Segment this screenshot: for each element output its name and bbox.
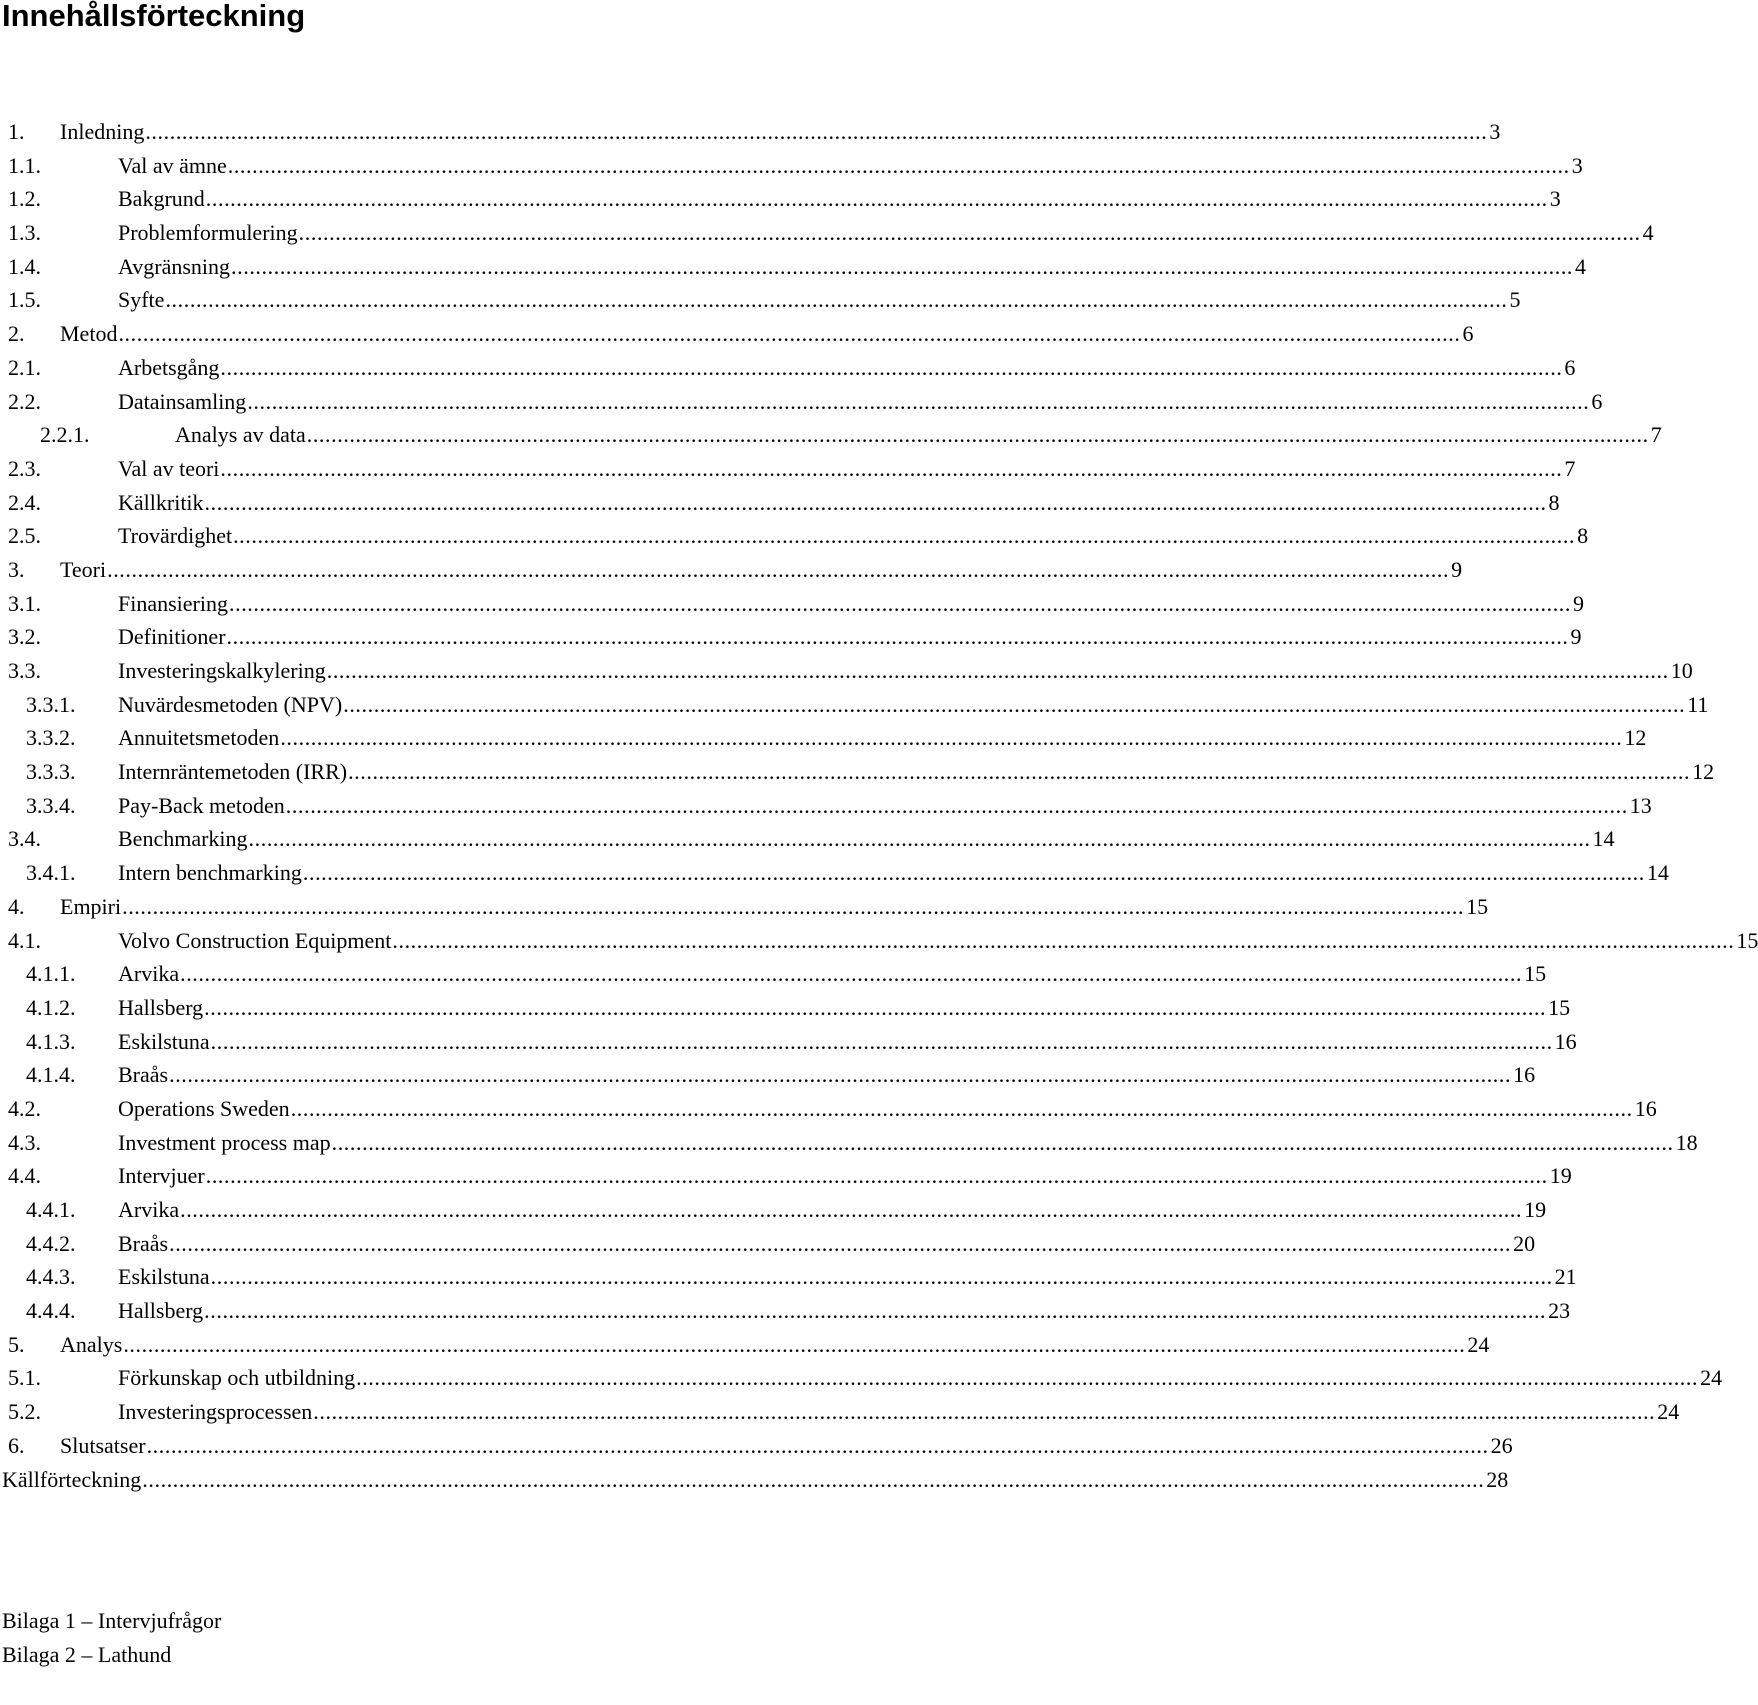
toc-entry[interactable] — [0, 115, 1501, 149]
toc-entry-title: Investment process map — [118, 1126, 331, 1160]
toc-dot-leader: ............................................................................................................................................................................................................................ — [229, 590, 1571, 616]
toc-entry[interactable] — [0, 418, 1662, 452]
toc-entry-number: 3. — [8, 556, 25, 582]
toc-entry-title: Finansiering — [118, 587, 228, 621]
toc-entry[interactable] — [0, 620, 1582, 654]
toc-dot-leader: ............................................................................................................................................................................................................................ — [165, 287, 1508, 313]
toc-entry-page: 16 — [1511, 1058, 1535, 1092]
toc-entry-page: 24 — [1698, 1361, 1722, 1395]
toc-entry[interactable] — [0, 1463, 1509, 1497]
toc-dot-leader: ............................................................................................................................................................................................................................ — [285, 792, 1628, 818]
toc-entry-number: 5.2. — [8, 1399, 41, 1425]
toc-entry-number: 4.1.3. — [26, 1028, 76, 1054]
toc-entry[interactable] — [0, 1025, 1577, 1059]
toc-dot-leader: ............................................................................................................................................................................................................................ — [302, 860, 1645, 886]
toc-entry[interactable] — [0, 149, 1583, 183]
toc-dot-leader: ............................................................................................................................................................................................................................ — [326, 658, 1669, 683]
toc-entry-title: Eskilstuna — [118, 1025, 210, 1059]
toc-entry-number: 4.1.4. — [26, 1062, 76, 1088]
toc-entry-page: 3 — [1570, 149, 1583, 183]
toc-entry-title: Investeringsprocessen — [118, 1395, 312, 1429]
toc-entry-title: Arbetsgång — [118, 351, 219, 385]
toc-dot-leader: ............................................................................................................................................................................................................................ — [146, 1432, 1489, 1458]
toc-entry-page: 10 — [1669, 654, 1693, 688]
toc-entry-title: Källförteckning — [2, 1463, 141, 1497]
toc-entry-number: 4. — [8, 893, 25, 919]
toc-dot-leader: ............................................................................................................................................................................................................................ — [313, 1399, 1656, 1425]
toc-entry-page: 12 — [1622, 721, 1646, 755]
toc-entry-number: 5.1. — [8, 1365, 41, 1391]
toc-entry-number: 6. — [8, 1432, 25, 1458]
toc-entry[interactable] — [0, 755, 1715, 789]
toc-entry[interactable] — [0, 1058, 1536, 1092]
toc-entry-title: Eskilstuna — [118, 1260, 210, 1294]
toc-entry-page: 3 — [1487, 115, 1500, 149]
toc-entry-page: 24 — [1655, 1395, 1679, 1429]
toc-entry-page: 26 — [1489, 1429, 1513, 1463]
toc-entry[interactable] — [0, 216, 1654, 250]
toc-entry-title: Avgränsning — [118, 250, 230, 284]
toc-entry[interactable] — [0, 856, 1669, 890]
toc-entry-page: 7 — [1649, 418, 1662, 452]
toc-entry-page: 28 — [1484, 1463, 1508, 1497]
toc-entry-number: 4.2. — [8, 1095, 41, 1121]
toc-entry-number: 1.5. — [8, 287, 41, 313]
toc-entry-number: 4.4. — [8, 1163, 41, 1189]
toc-entry-title: Bakgrund — [118, 182, 205, 216]
toc-entry-page: 20 — [1511, 1227, 1535, 1261]
toc-entry-number: 3.3. — [8, 658, 41, 683]
toc-entry-title: Datainsamling — [118, 385, 246, 419]
toc-dot-leader: ............................................................................................................................................................................................................................ — [356, 1365, 1699, 1391]
toc-entry-title: Empiri — [60, 890, 121, 924]
toc-entry-title: Källkritik — [118, 486, 204, 520]
appendix-list — [0, 1604, 221, 1671]
toc-dot-leader: ............................................................................................................................................................................................................................ — [210, 1028, 1553, 1054]
toc-entry-title: Val av teori — [118, 452, 219, 486]
toc-entry-title: Nuvärdesmetoden (NPV) — [118, 688, 342, 722]
toc-entry-number: 4.4.1. — [26, 1197, 76, 1222]
toc-entry-number: 1.4. — [8, 253, 41, 279]
toc-entry[interactable] — [0, 1361, 1723, 1395]
toc-entry-page: 6 — [1562, 351, 1575, 385]
toc-dot-leader: ............................................................................................................................................................................................................................ — [205, 186, 1548, 212]
toc-entry-number: 4.1.1. — [26, 961, 76, 987]
toc-entry[interactable] — [0, 1328, 1490, 1362]
toc-entry-title: Analys av data — [175, 418, 306, 452]
toc-entry-number: 3.3.4. — [26, 792, 76, 818]
toc-dot-leader: ............................................................................................................................................................................................................................ — [331, 1129, 1674, 1155]
toc-dot-leader: ............................................................................................................................................................................................................................ — [118, 321, 1461, 347]
toc-entry-page: 13 — [1628, 789, 1652, 823]
toc-dot-leader: ............................................................................................................................................................................................................................ — [220, 455, 1563, 481]
toc-entry-number: 2.1. — [8, 354, 41, 380]
toc-entry-number: 1.2. — [8, 186, 41, 212]
toc-entry-title: Arvika — [118, 1193, 179, 1227]
toc-entry-page: 9 — [1449, 553, 1462, 587]
toc-entry-title: Syfte — [118, 283, 164, 317]
toc-dot-leader: ............................................................................................................................................................................................................................ — [107, 556, 1450, 582]
toc-entry[interactable] — [0, 890, 1489, 924]
toc-entry[interactable] — [0, 283, 1521, 317]
toc-entry[interactable] — [0, 1159, 1572, 1193]
toc-entry[interactable] — [0, 385, 1603, 419]
toc-entry-page: 19 — [1548, 1159, 1572, 1193]
toc-entry-number: 4.4.2. — [26, 1230, 76, 1256]
toc-entry-page: 4 — [1573, 250, 1586, 284]
toc-dot-leader: ............................................................................................................................................................................................................................ — [204, 1298, 1547, 1324]
toc-entry[interactable] — [0, 789, 1652, 823]
toc-dot-leader: ............................................................................................................................................................................................................................ — [248, 826, 1591, 852]
toc-entry-number: 1.3. — [8, 220, 41, 246]
toc-entry-page: 14 — [1645, 856, 1669, 890]
toc-entry-page: 5 — [1507, 283, 1520, 317]
toc-entry-title: Inledning — [60, 115, 144, 149]
toc-entry[interactable] — [0, 452, 1576, 486]
toc-entry-title: Definitioner — [118, 620, 226, 654]
toc-entry-title: Benchmarking — [118, 822, 248, 856]
toc-entry-number: 1.1. — [8, 152, 41, 178]
toc-entry-title: Annuitetsmetoden — [118, 721, 279, 755]
toc-entry-page: 16 — [1553, 1025, 1577, 1059]
toc-entry-number: 3.2. — [8, 624, 41, 650]
toc-entry-page: 9 — [1569, 620, 1582, 654]
toc-entry[interactable] — [0, 317, 1474, 351]
toc-entry-page: 11 — [1685, 688, 1708, 722]
toc-entry-title: Pay-Back metoden — [118, 789, 285, 823]
toc-entry-title: Slutsatser — [60, 1429, 146, 1463]
toc-entry-page: 15 — [1546, 991, 1570, 1025]
toc-entry-page: 18 — [1674, 1126, 1698, 1160]
toc-entry-page: 19 — [1522, 1193, 1546, 1227]
toc-entry[interactable] — [0, 1260, 1577, 1294]
toc-entry[interactable] — [0, 587, 1584, 621]
toc-dot-leader: ............................................................................................................................................................................................................................ — [343, 691, 1686, 717]
toc-dot-leader: ............................................................................................................................................................................................................................ — [233, 523, 1576, 549]
toc-entry[interactable] — [0, 182, 1561, 216]
table-of-contents — [0, 115, 1758, 1496]
appendix-item: Bilaga 2 – Lathund — [2, 1641, 172, 1667]
toc-dot-leader: ............................................................................................................................................................................................................................ — [123, 1331, 1466, 1357]
toc-entry-number: 4.4.4. — [26, 1298, 76, 1324]
toc-entry[interactable] — [0, 1193, 1547, 1227]
toc-entry-page: 12 — [1690, 755, 1714, 789]
page-title: Innehållsförteckning — [2, 0, 306, 33]
toc-entry-page: 3 — [1548, 182, 1561, 216]
toc-entry-title: Investeringskalkylering — [118, 654, 326, 688]
toc-entry[interactable] — [0, 1429, 1513, 1463]
toc-entry-page: 24 — [1465, 1328, 1489, 1362]
toc-entry-page: 8 — [1547, 486, 1560, 520]
toc-entry-number: 3.3.1. — [26, 691, 76, 717]
toc-dot-leader: ............................................................................................................................................................................................................................ — [204, 994, 1547, 1020]
toc-entry-number: 4.1. — [8, 927, 41, 953]
toc-entry[interactable] — [0, 351, 1576, 385]
toc-entry-number: 3.1. — [8, 590, 41, 616]
toc-entry-title: Internräntemetoden (IRR) — [118, 755, 347, 789]
toc-entry-title: Hallsberg — [118, 991, 203, 1025]
toc-entry[interactable] — [0, 924, 1758, 958]
toc-entry[interactable] — [0, 721, 1647, 755]
toc-entry-page: 15 — [1464, 890, 1488, 924]
toc-entry[interactable] — [0, 1395, 1680, 1429]
toc-dot-leader: ............................................................................................................................................................................................................................ — [298, 220, 1641, 246]
toc-entry-title: Trovärdighet — [118, 519, 232, 553]
toc-dot-leader: ............................................................................................................................................................................................................................ — [392, 927, 1735, 953]
toc-entry-title: Hallsberg — [118, 1294, 203, 1328]
toc-dot-leader: ............................................................................................................................................................................................................................ — [205, 1163, 1548, 1189]
toc-entry[interactable] — [0, 1092, 1657, 1126]
toc-entry-title: Braås — [118, 1227, 168, 1261]
toc-dot-leader: ............................................................................................................................................................................................................................ — [145, 119, 1488, 144]
toc-dot-leader: ............................................................................................................................................................................................................................ — [348, 759, 1691, 785]
toc-entry-title: Volvo Construction Equipment — [118, 924, 391, 958]
toc-entry-page: 9 — [1571, 587, 1584, 621]
toc-entry-page: 6 — [1460, 317, 1473, 351]
toc-entry-page: 7 — [1562, 452, 1575, 486]
toc-entry-page: 15 — [1734, 924, 1758, 958]
toc-entry-title: Intervjuer — [118, 1159, 205, 1193]
toc-entry-page: 23 — [1546, 1294, 1570, 1328]
toc-entry[interactable] — [0, 486, 1560, 520]
toc-entry-page: 15 — [1522, 957, 1546, 991]
toc-entry-number: 5. — [8, 1331, 25, 1357]
toc-entry-page: 21 — [1553, 1260, 1577, 1294]
toc-entry-title: Braås — [118, 1058, 168, 1092]
toc-entry-number: 2.5. — [8, 523, 41, 549]
toc-entry-title: Metod — [60, 317, 117, 351]
toc-entry-title: Teori — [60, 553, 106, 587]
toc-entry-number: 2.3. — [8, 455, 41, 481]
toc-entry[interactable] — [0, 957, 1547, 991]
toc-entry-title: Intern benchmarking — [118, 856, 302, 890]
toc-entry-number: 3.4.1. — [26, 860, 76, 886]
toc-entry-page: 14 — [1591, 822, 1615, 856]
toc-dot-leader: ............................................................................................................................................................................................................................ — [290, 1095, 1633, 1121]
toc-dot-leader: ............................................................................................................................................................................................................................ — [169, 1062, 1512, 1088]
toc-dot-leader: ............................................................................................................................................................................................................................ — [306, 422, 1649, 448]
toc-dot-leader: ............................................................................................................................................................................................................................ — [180, 1197, 1523, 1222]
toc-entry-number: 2.4. — [8, 489, 41, 515]
toc-entry-page: 4 — [1641, 216, 1654, 250]
toc-dot-leader: ............................................................................................................................................................................................................................ — [180, 961, 1523, 987]
toc-entry-number: 2.2. — [8, 388, 41, 414]
toc-entry[interactable] — [0, 688, 1709, 722]
toc-entry-number: 2. — [8, 321, 25, 347]
toc-entry[interactable] — [0, 1227, 1536, 1261]
toc-entry-title: Val av ämne — [118, 149, 227, 183]
toc-entry-title: Analys — [60, 1328, 122, 1362]
toc-dot-leader: ............................................................................................................................................................................................................................ — [226, 624, 1569, 650]
appendix-item: Bilaga 1 – Intervjufrågor — [2, 1608, 222, 1633]
toc-dot-leader: ............................................................................................................................................................................................................................ — [247, 388, 1590, 414]
toc-entry-title: Arvika — [118, 957, 179, 991]
toc-dot-leader: ............................................................................................................................................................................................................................ — [169, 1230, 1512, 1256]
toc-entry-number: 3.3.3. — [26, 759, 76, 785]
toc-dot-leader: ............................................................................................................................................................................................................................ — [204, 489, 1547, 515]
toc-dot-leader: ............................................................................................................................................................................................................................ — [210, 1264, 1553, 1290]
toc-entry[interactable] — [0, 822, 1615, 856]
toc-entry-title: Operations Sweden — [118, 1092, 290, 1126]
toc-entry[interactable] — [0, 1126, 1698, 1160]
toc-entry-number: 1. — [8, 119, 25, 144]
toc-entry[interactable] — [0, 654, 1693, 688]
toc-entry-number: 2.2.1. — [40, 422, 90, 448]
toc-entry[interactable] — [0, 1294, 1571, 1328]
toc-entry-number: 4.3. — [8, 1129, 41, 1155]
toc-entry[interactable] — [0, 991, 1571, 1025]
toc-entry-page: 16 — [1633, 1092, 1657, 1126]
toc-entry-number: 4.4.3. — [26, 1264, 76, 1290]
toc-entry-page: 8 — [1575, 519, 1588, 553]
toc-entry[interactable] — [0, 519, 1589, 553]
toc-dot-leader: ............................................................................................................................................................................................................................ — [231, 253, 1574, 279]
toc-entry-number: 3.4. — [8, 826, 41, 852]
toc-dot-leader: ............................................................................................................................................................................................................................ — [142, 1466, 1485, 1492]
toc-entry-title: Förkunskap och utbildning — [118, 1361, 355, 1395]
toc-entry[interactable] — [0, 553, 1463, 587]
toc-entry-number: 4.1.2. — [26, 994, 76, 1020]
toc-entry[interactable] — [0, 250, 1587, 284]
toc-dot-leader: ............................................................................................................................................................................................................................ — [280, 725, 1623, 751]
toc-dot-leader: ............................................................................................................................................................................................................................ — [220, 354, 1563, 380]
toc-entry-page: 6 — [1589, 385, 1602, 419]
toc-entry-number: 3.3.2. — [26, 725, 76, 751]
toc-dot-leader: ............................................................................................................................................................................................................................ — [227, 152, 1570, 178]
toc-entry-title: Problemformulering — [118, 216, 298, 250]
toc-dot-leader: ............................................................................................................................................................................................................................ — [122, 893, 1465, 919]
